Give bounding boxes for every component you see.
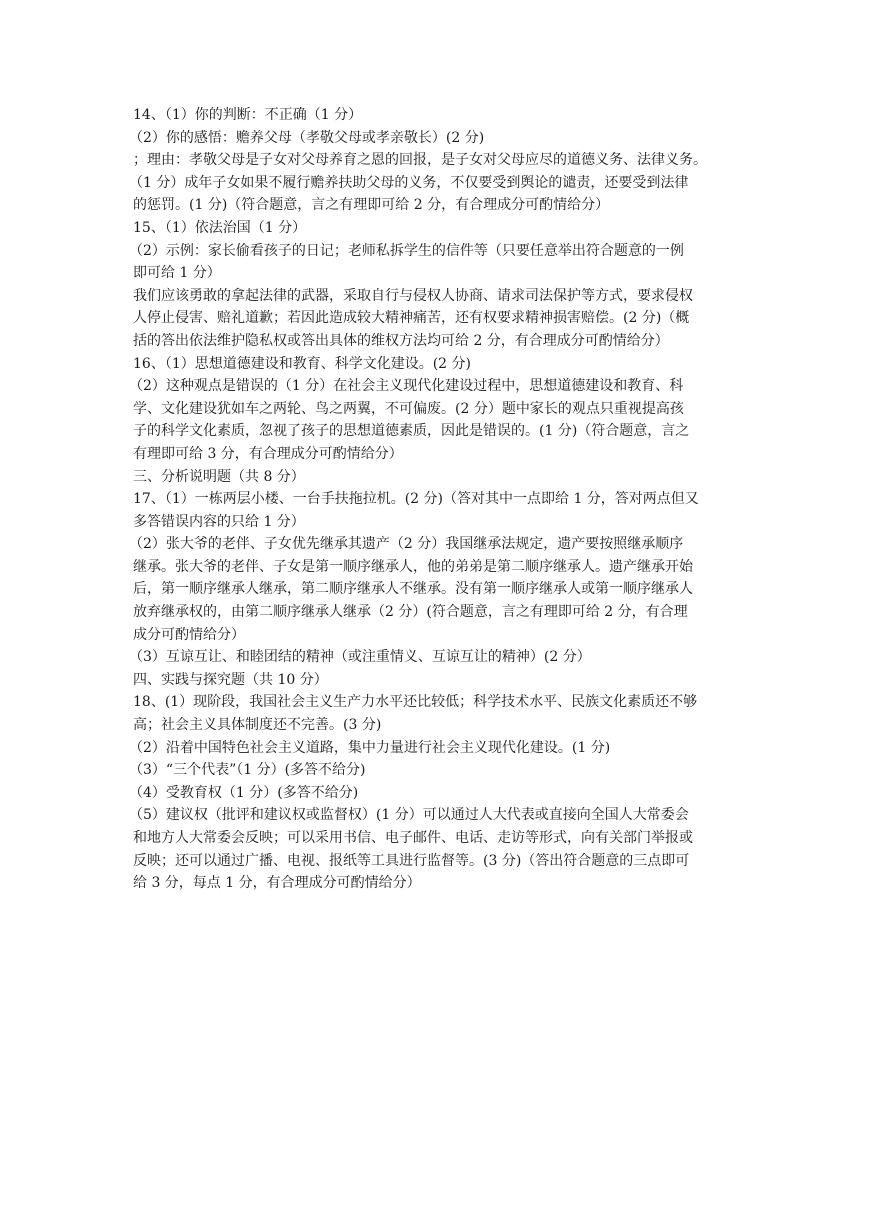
text-line: 14、（1）你的判断：不正确（1 分） xyxy=(133,107,363,123)
text-line: 高；社会主义具体制度还不完善。(3 分) xyxy=(133,717,382,734)
section-heading: 四、实践与探究题（共 10 分） xyxy=(133,671,328,688)
text-line: 后，第一顺序继承人继承，第二顺序继承人不继承。没有第一顺序继承人或第一顺序继承人 xyxy=(133,581,693,598)
text-line: 我们应该勇敢的拿起法律的武器，采取自行与侵权人协商、请求司法保护等方式，要求侵权 xyxy=(133,287,693,304)
text-line: 人停止侵害、赔礼道歉；若因此造成较大精神痛苦，还有权要求精神损害赔偿。(2 分)（概 xyxy=(133,310,690,327)
text-line: （2）张大爷的老伴、子女优先继承其遗产（2 分）我国继承法规定，遗产要按照继承顺序 xyxy=(129,536,684,553)
text-line: 括的答出依法维护隐私权或答出具体的维权方法均可给 2 分，有合理成分可酌情给分） xyxy=(133,332,669,349)
text-line: （2）你的感悟：赡养父母（孝敬父母或孝亲敬长）(2 分) xyxy=(129,129,485,146)
text-line: 给 3 分，每点 1 分，有合理成分可酌情给分） xyxy=(133,875,421,892)
text-line: 有理即可给 3 分，有合理成分可酌情给分） xyxy=(133,445,403,462)
text-line: 15、（1）依法治国（1 分） xyxy=(133,219,307,236)
text-line: （5）建议权（批评和建议权或监督权）(1 分）可以通过人大代表或直接向全国人大常委会 xyxy=(129,807,689,824)
text-line: （3）互谅互让、和睦团结的精神（或注重情义、互谅互让的精神）(2 分） xyxy=(129,649,591,666)
text-line: 成分可酌情给分） xyxy=(133,626,245,643)
text-line: 反映；还可以通过广播、电视、报纸等工具进行监督等。(3 分)（答出符合题意的三点即可 xyxy=(133,852,690,869)
answer-text-block xyxy=(129,104,741,895)
text-line: 继承。张大爷的老伴、子女是第一顺序继承人，他的弟弟是第二顺序继承人。遗产继承开始 xyxy=(133,558,693,575)
text-line: 18、(1）现阶段，我国社会主义生产力水平还比较低；科学技术水平、民族文化素质还不够 xyxy=(133,694,698,711)
text-line: 17、（1）一栋两层小楼、一台手扶拖拉机。(2 分)（答对其中一点即给 1 分，答对两点但又 xyxy=(133,491,699,508)
text-line: 和地方人大常委会反映；可以采用书信、电子邮件、电话、走访等形式，向有关部门举报或 xyxy=(133,830,693,846)
text-line: 放弃继承权的，由第二顺序继承人继承（2 分）(符合题意，言之有理即可给 2 分，有合理 xyxy=(133,604,688,621)
text-line: （2）这种观点是错误的（1 分）在社会主义现代化建设过程中，思想道德建设和教育、科 xyxy=(129,378,684,395)
text-line: ；理由：孝敬父母是子女对父母养育之恩的回报，是子女对父母应尽的道德义务、法律义务。 xyxy=(133,152,707,169)
text-line: 16、（1）思想道德建设和教育、科学文化建设。(2 分) xyxy=(133,355,472,372)
text-line: （3）“三个代表”（1 分）(多答不给分) xyxy=(129,762,366,779)
text-line: 学、文化建设犹如车之两轮、鸟之两翼，不可偏废。(2 分）题中家长的观点只重视提高孩 xyxy=(133,400,684,417)
text-line: 的惩罚。(1 分)（符合题意，言之有理即可给 2 分，有合理成分可酌情给分） xyxy=(133,197,610,214)
text-line: （1 分）成年子女如果不履行赡养扶助父母的义务，不仅要受到舆论的谴责，还要受到法律 xyxy=(129,174,689,191)
section-heading: 三、分析说明题（共 8 分） xyxy=(133,468,305,485)
text-line: （2）示例：家长偷看孩子的日记；老师私拆学生的信件等（只要任意举出符合题意的一例 xyxy=(129,242,684,259)
text-line: 子的科学文化素质，忽视了孩子的思想道德素质，因此是错误的。(1 分)（符合题意，言之 xyxy=(133,423,690,440)
text-line: 即可给 1 分） xyxy=(133,265,221,282)
text-line: （2）沿着中国特色社会主义道路，集中力量进行社会主义现代化建设。(1 分) xyxy=(129,739,611,756)
text-line: 多答错误内容的只给 1 分） xyxy=(133,513,305,530)
text-line: （4）受教育权（1 分）(多答不给分) xyxy=(129,784,359,801)
